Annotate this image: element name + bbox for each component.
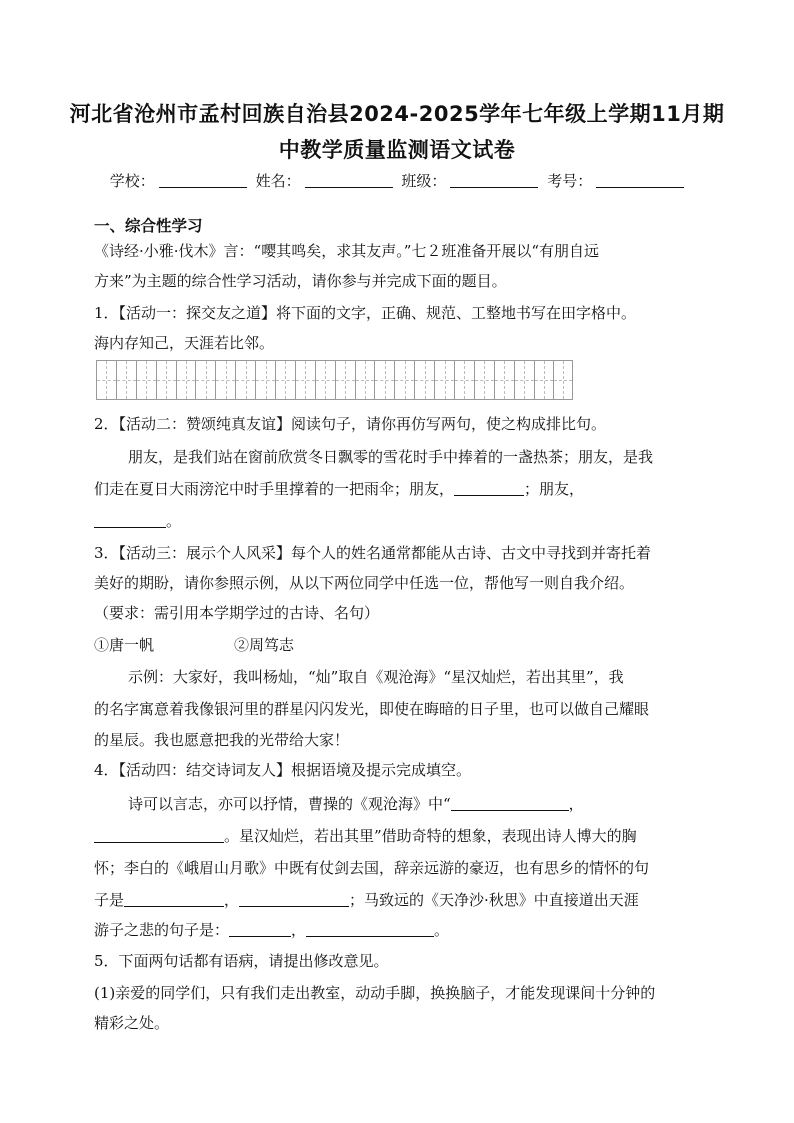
question-5-item: 精彩之处。 bbox=[94, 1014, 170, 1032]
grid-cell[interactable] bbox=[454, 360, 474, 400]
option-1: ①唐一帆 bbox=[94, 636, 155, 654]
question-5-prompt: 5．下面两句话都有语病，请提出修改意见。 bbox=[94, 952, 389, 970]
grid-cell[interactable] bbox=[255, 360, 275, 400]
class-blank[interactable] bbox=[450, 173, 538, 188]
grid-cell[interactable] bbox=[374, 360, 394, 400]
question-3-prompt: 美好的期盼，请你参照示例，从以下两位同学中任选一位，帮他写一则自我介绍。 bbox=[94, 574, 635, 592]
q4-text-part: 诗可以言志，亦可以抒情，曹操的《观沧海》中“ bbox=[128, 795, 451, 813]
q4-text-part: 游子之悲的句子是： bbox=[94, 921, 230, 939]
example-text: 的名字寓意着我像银河里的群星闪闪发光，即使在晦暗的日子里，也可以做自己耀眼 bbox=[94, 700, 650, 718]
answer-blank[interactable] bbox=[94, 513, 166, 528]
question-2-text bbox=[94, 478, 584, 499]
question-3-requirement: （要求：需引用本学期学过的古诗、名句） bbox=[94, 604, 380, 622]
grid-cell[interactable] bbox=[474, 360, 494, 400]
grid-cell[interactable] bbox=[514, 360, 534, 400]
grid-cell[interactable] bbox=[494, 360, 514, 400]
question-5-item: (1)亲爱的同学们，只有我们走出教室，动动手脚，换换脑子，才能发现课间十分钟的 bbox=[94, 984, 656, 1002]
grid-cell[interactable] bbox=[215, 360, 235, 400]
grid-cell[interactable] bbox=[195, 360, 215, 400]
q4-text-part: ， bbox=[291, 921, 307, 939]
answer-blank[interactable] bbox=[124, 892, 224, 907]
answer-blank[interactable] bbox=[451, 796, 569, 811]
question-4-text bbox=[94, 919, 449, 940]
school-blank[interactable] bbox=[159, 173, 247, 188]
answer-blank[interactable] bbox=[229, 922, 291, 937]
grid-cell[interactable] bbox=[315, 360, 335, 400]
exam-no-field[interactable] bbox=[547, 170, 684, 191]
q4-text-part: 。星汉灿烂，若出其里”借助奇特的想象，表现出诗人博大的胸 bbox=[224, 827, 637, 845]
q2-text-part: ；朋友， bbox=[524, 480, 585, 498]
question-4-prompt: 4．【活动四：结交诗词友人】根据语境及提示完成填空。 bbox=[94, 761, 472, 779]
question-1-prompt: 1．【活动一：探交友之道】将下面的文字，正确、规范、工整地书写在田字格中。 bbox=[94, 304, 637, 322]
exam-no-label: 考号： bbox=[547, 172, 593, 190]
q2-text-part: 们走在夏日大雨滂沱中时手里撑着的一把雨伞；朋友， bbox=[94, 480, 455, 498]
grid-cell[interactable] bbox=[553, 360, 573, 400]
grid-cell[interactable] bbox=[434, 360, 454, 400]
question-2-text: 朋友，是我们站在窗前欣赏冬日飘零的雪花时手中捧着的一盏热茶；朋友，是我 bbox=[128, 448, 654, 466]
answer-blank[interactable] bbox=[94, 828, 224, 843]
question-4-text bbox=[128, 793, 584, 814]
grid-cell[interactable] bbox=[355, 360, 375, 400]
grid-cell[interactable] bbox=[394, 360, 414, 400]
question-2-prompt: 2．【活动二：赞颂纯真友谊】阅读句子，请你再仿写两句，使之构成排比句。 bbox=[94, 415, 607, 433]
grid-cell[interactable] bbox=[235, 360, 255, 400]
q4-text-part: ， bbox=[224, 891, 240, 909]
name-label: 姓名： bbox=[255, 172, 301, 190]
exam-title-line1: 河北省沧州市孟村回族自治县2024-2025学年七年级上学期11月期 bbox=[69, 102, 725, 126]
q4-text-part: 子是 bbox=[94, 891, 125, 909]
class-field[interactable] bbox=[401, 170, 538, 191]
answer-blank[interactable] bbox=[306, 922, 434, 937]
question-4-text: 怀；李白的《峨眉山月歌》中既有仗剑去国，辞亲远游的豪迈，也有思乡的情怀的句 bbox=[94, 859, 650, 877]
option-2: ②周笃志 bbox=[234, 636, 295, 654]
school-label: 学校： bbox=[109, 172, 155, 190]
question-4-text bbox=[94, 889, 639, 910]
grid-cell[interactable] bbox=[116, 360, 136, 400]
name-field[interactable] bbox=[256, 170, 393, 191]
question-1-text: 海内存知己，天涯若比邻。 bbox=[94, 334, 275, 352]
exam-title-line2: 中教学质量监测语文试卷 bbox=[278, 138, 516, 162]
grid-cell[interactable] bbox=[176, 360, 196, 400]
answer-blank[interactable] bbox=[239, 892, 349, 907]
q4-text-part: 。 bbox=[434, 921, 450, 939]
tianzige-grid[interactable] bbox=[96, 360, 574, 400]
section-heading: 一、综合性学习 bbox=[94, 217, 203, 235]
grid-cell[interactable] bbox=[156, 360, 176, 400]
name-blank[interactable] bbox=[305, 173, 393, 188]
q4-text-part: ；马致远的《天净沙·秋思》中直接道出天涯 bbox=[349, 891, 639, 909]
grid-cell[interactable] bbox=[335, 360, 355, 400]
q4-text-part: ， bbox=[568, 795, 584, 813]
question-2-text bbox=[94, 510, 181, 531]
school-field[interactable] bbox=[110, 170, 247, 191]
q2-text-part: 。 bbox=[166, 512, 182, 530]
exam-no-blank[interactable] bbox=[596, 173, 684, 188]
grid-cell[interactable] bbox=[96, 360, 116, 400]
student-info-row bbox=[0, 170, 794, 191]
grid-cell[interactable] bbox=[295, 360, 315, 400]
example-text: 示例：大家好，我叫杨灿，“灿”取自《观沧海》“星汉灿烂，若出其里”，我 bbox=[128, 668, 624, 686]
grid-cell[interactable] bbox=[534, 360, 554, 400]
answer-blank[interactable] bbox=[454, 481, 524, 496]
grid-cell[interactable] bbox=[275, 360, 295, 400]
example-text: 的星辰。我也愿意把我的光带给大家！ bbox=[94, 731, 350, 749]
grid-cell[interactable] bbox=[414, 360, 434, 400]
intro-line: 《诗经·小雅·伐木》言：“嘤其鸣矣，求其友声。”七２班准备开展以“有朋自远 bbox=[94, 242, 600, 260]
class-label: 班级： bbox=[401, 172, 447, 190]
intro-line: 方来”为主题的综合性学习活动，请你参与并完成下面的题目。 bbox=[94, 272, 507, 290]
question-4-text bbox=[94, 825, 637, 846]
question-3-prompt: 3．【活动三：展示个人风采】每个人的姓名通常都能从古诗、古文中寻找到并寄托着 bbox=[94, 544, 652, 562]
grid-cell[interactable] bbox=[136, 360, 156, 400]
